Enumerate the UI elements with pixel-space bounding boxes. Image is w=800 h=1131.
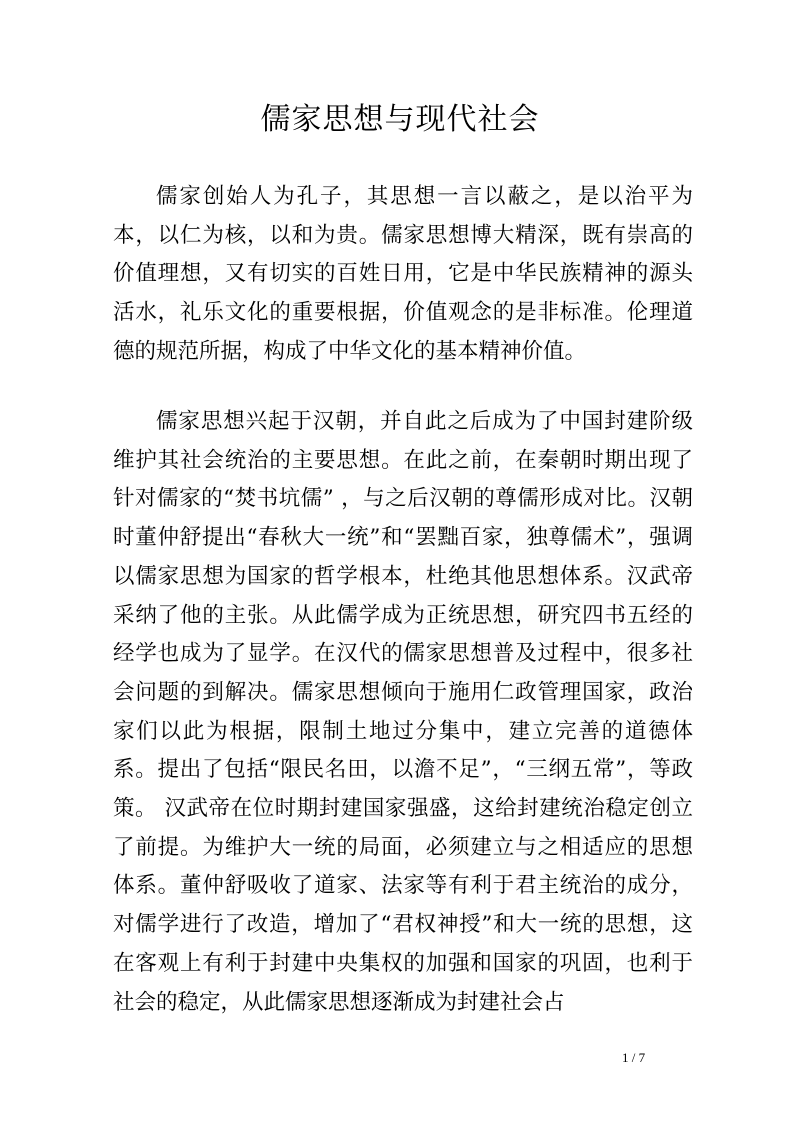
page-number: 1 / 7 bbox=[622, 1050, 646, 1065]
paragraph-2: 儒家思想兴起于汉朝，并自此之后成为了中国封建阶级维护其社会统治的主要思想。在此之前，在秦朝时期出现了针对儒家的“焚书坑儒” ，与之后汉朝的尊儒形成对比。汉朝时董仲舒提出“春秋大一统”和“罢黜百家，独尊儒术”，强调以儒家思想为国家的哲学根本，杜绝其他思想体系。汉武帝采纳了他的主张。从此儒学成为正统思想，研究四书五经的经学也成为了显学。在汉代的儒家思想普及过程中，很多社会问题的到解决。儒家思想倾向于施用仁政管理国家，政治家们以此为根据，限制土地过分集中，建立完善的道德体系。提出了包括“限民名田，以澹不足”，“三纲五常”，等政策。 汉武帝在位时期封建国家强盛，这给封建统治稳定创立了前提。为维护大一统的局面，必须建立与之相适应的思想体系。董仲舒吸收了道家、法家等有利于君主统治的成分，对儒学进行了改造，增加了“君权神授”和大一统的思想，这在客观上有利于封建中央集权的加强和国家的巩固，也利于社会的稳定，从此儒家思想逐渐成为封建社会占 bbox=[113, 409, 693, 1015]
document-title: 儒家思想与现代社会 bbox=[260, 102, 540, 137]
paragraph-1: 儒家创始人为孔子，其思想一言以蔽之，是以治平为本，以仁为核，以和为贵。儒家思想博大精深，既有崇高的价值理想，又有切实的百姓日用，它是中华民族精神的源头活水，礼乐文化的重要根据，价值观念的是非标准。伦理道德的规范所据，构成了中华文化的基本精神价值。 bbox=[113, 184, 693, 364]
